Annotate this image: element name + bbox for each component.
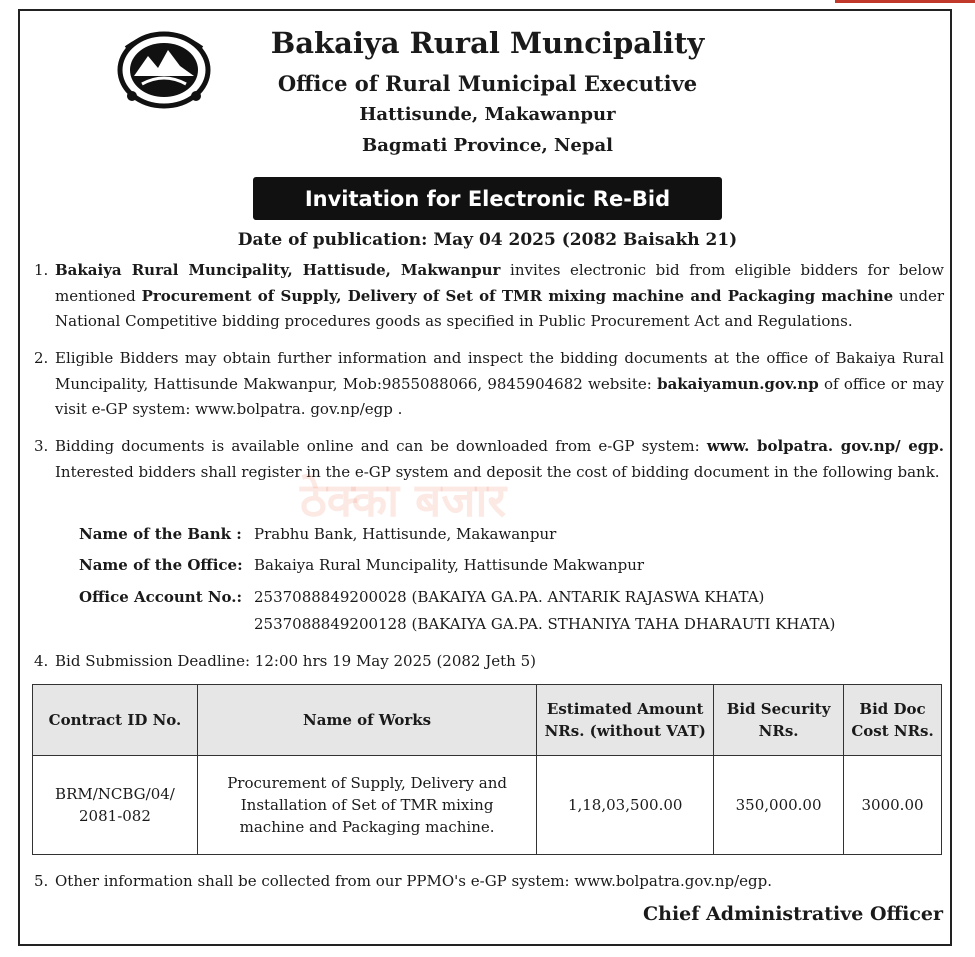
- bank-name-value: Prabhu Bank, Hattisunde, Makawanpur: [254, 525, 557, 543]
- table-row: [33, 756, 942, 855]
- cell-contract-id: BRM/NCBG/04/ 2081-082: [33, 756, 198, 855]
- office-location: Hattisunde, Makawanpur: [359, 104, 616, 125]
- paragraph-text: of office or may visit e-GP system: www.bolpatra. gov.np/egp .: [55, 374, 944, 418]
- bank-account-row: [79, 584, 835, 638]
- paragraph-text: Interested bidders shall register in the e-GP system and deposit the cost of bidding document in the following bank.: [55, 462, 940, 481]
- notice-banner: Invitation for Electronic Re-Bid: [253, 177, 722, 220]
- col-contract-id: Contract ID No.: [33, 685, 198, 756]
- paragraph-1: [34, 258, 944, 335]
- province-line: Bagmati Province, Nepal: [362, 135, 613, 156]
- bank-office-label: Name of the Office:: [79, 556, 243, 574]
- bank-name-row: [79, 521, 556, 548]
- paragraph-5: [34, 869, 944, 895]
- works-table: [32, 684, 942, 855]
- paragraph-text: Bidding documents is available online and can be downloaded from e-GP system:: [55, 437, 707, 455]
- paragraph-number: 2.: [34, 349, 49, 367]
- bidder-org: Bakaiya Rural Muncipality, Hattisude, Makwanpur: [55, 261, 501, 279]
- bid-deadline: Bid Submission Deadline: 12:00 hrs 19 May 2025 (2082 Jeth 5): [55, 652, 536, 670]
- publication-date: Date of publication: May 04 2025 (2082 Baisakh 21): [237, 230, 738, 250]
- cell-amount: 1,18,03,500.00: [537, 756, 714, 855]
- other-info: Other information shall be collected from our PPMO's e-GP system: www.bolpatra.gov.np/egp.: [55, 872, 773, 890]
- paragraph-number: 3.: [34, 437, 49, 455]
- col-works: Name of Works: [197, 685, 536, 756]
- top-accent-bar: [835, 0, 975, 3]
- paragraph-number: 1.: [34, 261, 49, 279]
- bank-name-label: Name of the Bank :: [79, 525, 242, 543]
- website-link: bakaiyamun.gov.np: [657, 374, 819, 393]
- bank-office-value: Bakaiya Rural Muncipality, Hattisunde Makwanpur: [254, 556, 645, 574]
- paragraph-number: 4.: [34, 652, 49, 670]
- cell-security: 350,000.00: [714, 756, 844, 855]
- procurement-title: Procurement of Supply, Delivery of Set of TMR mixing machine and Packaging machine: [141, 286, 894, 305]
- paragraph-text: Eligible Bidders may obtain further information and inspect the bidding documents at the office of Bakaiya Rural Muncipality, Hattisunde Makwanpur, Mob:9855088066, 9845904682 website:: [55, 349, 944, 393]
- signature-title: Chief Administrative Officer: [643, 903, 943, 925]
- paragraph-text: invites electronic bid from eligible bidders for below mentioned: [55, 261, 945, 305]
- egp-link: www. bolpatra. gov.np/ egp.: [706, 437, 944, 455]
- col-doccost: Bid Doc Cost NRs.: [844, 685, 942, 756]
- col-security: Bid Security NRs.: [714, 685, 844, 756]
- bank-office-row: [79, 552, 644, 579]
- paragraph-text: under National Competitive bidding procedures goods as specified in Public Procurement Act and Regulations.: [55, 286, 944, 330]
- office-title: Office of Rural Municipal Executive: [277, 71, 698, 96]
- paragraph-2: [34, 346, 944, 423]
- paragraph-4: [34, 649, 944, 675]
- cell-doccost: 3000.00: [844, 756, 942, 855]
- nepal-emblem-icon: [112, 26, 216, 110]
- table-header-row: [33, 685, 942, 756]
- bank-account-1: 2537088849200028 (BAKAIYA GA.PA. ANTARIK RAJASWA KHATA): [254, 588, 765, 606]
- cell-works: Procurement of Supply, Delivery and Installation of Set of TMR mixing machine and Packaging machine.: [197, 756, 536, 855]
- paragraph-number: 5.: [34, 872, 49, 890]
- org-title: Bakaiya Rural Muncipality: [270, 26, 705, 60]
- bank-account-label: Office Account No.:: [79, 588, 243, 606]
- bank-account-2: 2537088849200128 (BAKAIYA GA.PA. STHANIYA TAHA DHARAUTI KHATA): [254, 615, 836, 633]
- col-amount: Estimated Amount NRs. (without VAT): [537, 685, 714, 756]
- watermark: ठेक्का बजार: [300, 473, 507, 527]
